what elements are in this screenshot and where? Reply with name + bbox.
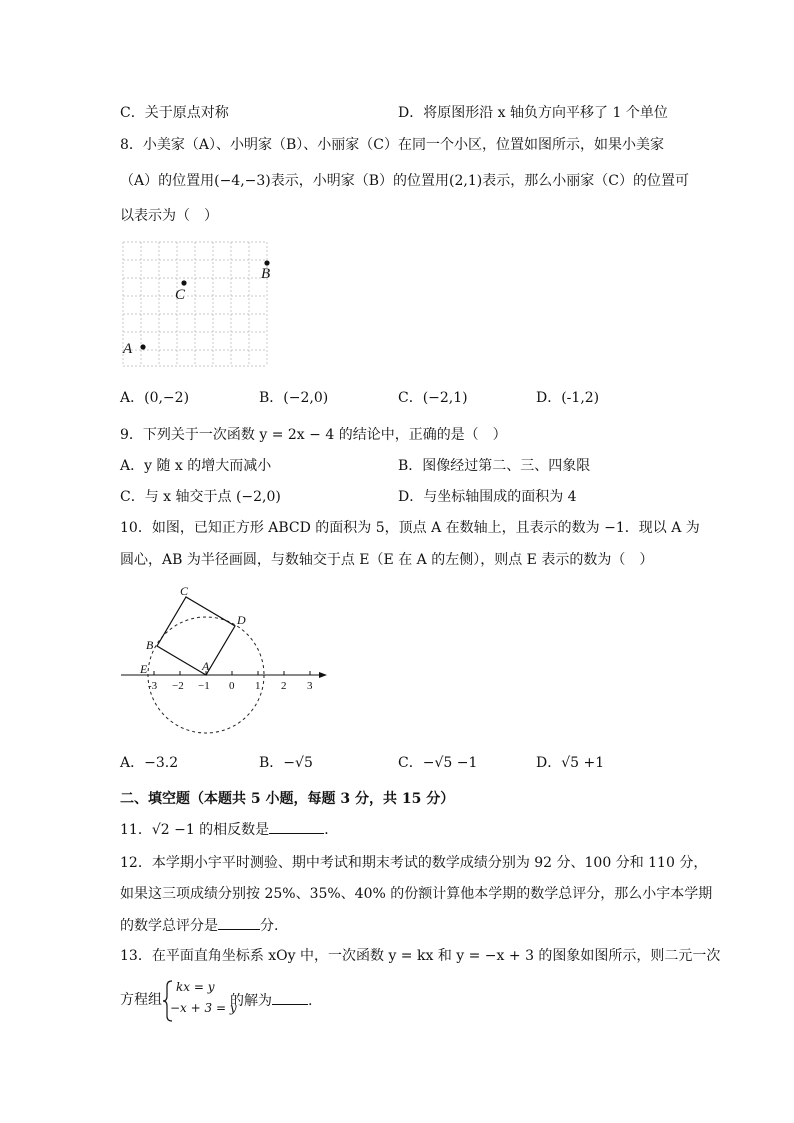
tick-neg2: −2 <box>172 680 184 692</box>
tick-2: 2 <box>281 680 287 692</box>
q8-grid-figure <box>115 236 275 372</box>
q13-line1: 13．在平面直角坐标系 xOy 中，一次函数 y = kx 和 y = −x + 3 的图象如图所示，则二元一次 <box>120 948 721 964</box>
q12-line1: 12．本学期小宇平时测验、期中考试和期末考试的数学成绩分别为 92 分、100 分和 110 分， <box>120 855 708 871</box>
point-c <box>181 280 186 285</box>
q8-stem-line1: 8．小美家（A）、小明家（B）、小丽家（C）在同一个小区，位置如图所示，如果小美家 <box>120 137 665 153</box>
q13-prefix: 方程组 <box>120 992 162 1008</box>
q13-suffix <box>230 990 312 1011</box>
label-c: C <box>175 287 186 303</box>
point-a <box>140 344 145 349</box>
q11 <box>120 819 338 840</box>
tick-neg3: -3 <box>148 680 158 692</box>
q13-eq2: −x + 3 = y <box>170 1001 237 1015</box>
q9-stem: 9．下列关于一次函数 y = 2x − 4 的结论中，正确的是（ ） <box>120 427 507 443</box>
q10-option-a: A．−3.2 <box>120 755 179 771</box>
point-b <box>264 260 269 265</box>
q8-option-c: C．(−2,1) <box>398 390 468 406</box>
label-e: E <box>140 662 148 676</box>
label-b: B <box>261 266 271 282</box>
q10-circle-figure <box>115 578 335 738</box>
q9-option-d: D．与坐标轴围成的面积为 4 <box>398 489 577 505</box>
q10-option-b: B．−√5 <box>259 755 313 771</box>
q12-line3-end: 分. <box>260 918 279 934</box>
q12-line2: 如果这三项成绩分别按 25%、35%、40% 的份额计算他本学期的数学总评分，那么小宇本学期 <box>120 886 713 902</box>
tick-1: 1 <box>255 680 261 692</box>
q8-stem-line3: 以表示为（ ） <box>120 208 218 224</box>
label-a: A <box>123 341 133 357</box>
q8-option-a: A．(0,−2) <box>120 390 190 406</box>
q13-suffix-text: 的解为 <box>230 993 272 1009</box>
tick-3: 3 <box>307 680 313 692</box>
tick-neg1: −1 <box>198 680 210 692</box>
q8-option-b: B．(−2,0) <box>259 390 329 406</box>
section-title: 二、填空题（本题共 5 小题，每题 3 分，共 15 分） <box>120 791 455 807</box>
label-a: A <box>202 659 210 673</box>
q13-answer-blank[interactable] <box>272 990 308 1005</box>
tick-0: 0 <box>229 680 235 692</box>
q10-stem-line1: 10．如图，已知正方形 ABCD 的面积为 5，顶点 A 在数轴上，且表示的数为 −1．现以 A 为 <box>120 520 700 536</box>
q13-end: . <box>308 993 313 1009</box>
q11-end: ． <box>324 822 339 838</box>
q12-answer-blank[interactable] <box>218 915 260 930</box>
label-c: C <box>180 584 189 598</box>
square-abcd <box>157 597 235 675</box>
q8-stem-line2: （A）的位置用(−4,−3)表示，小明家（B）的位置用(2,1)表示，那么小丽家（C）的位置可 <box>120 173 689 189</box>
q9-option-a: A．y 随 x 的增大而减小 <box>120 458 272 474</box>
q10-option-d: D．√5 +1 <box>536 755 605 771</box>
q9-option-b: B．图像经过第二、三、四象限 <box>398 458 591 474</box>
label-b: B <box>146 638 154 652</box>
q9-option-c: C．与 x 轴交于点 (−2,0) <box>120 489 281 505</box>
q12-line3 <box>120 915 278 936</box>
q7-option-c: C．关于原点对称 <box>120 105 229 121</box>
q13-eq1: kx = y <box>176 980 215 994</box>
q11-text: 11．√2 −1 的相反数是 <box>120 822 270 838</box>
q8-option-d: D．(-1,2) <box>536 390 600 406</box>
q12-line3-text: 的数学总评分是 <box>120 918 218 934</box>
number-line-arrow <box>319 672 327 678</box>
q7-option-d: D．将原图形沿 x 轴负方向平移了 1 个单位 <box>398 105 668 121</box>
q11-answer-blank[interactable] <box>269 819 324 834</box>
q10-option-c: C．−√5 −1 <box>398 755 478 771</box>
q10-stem-line2: 圆心，AB 为半径画圆，与数轴交于点 E（E 在 A 的左侧），则点 E 表示的数为（ ） <box>120 552 654 568</box>
label-d: D <box>237 613 246 627</box>
